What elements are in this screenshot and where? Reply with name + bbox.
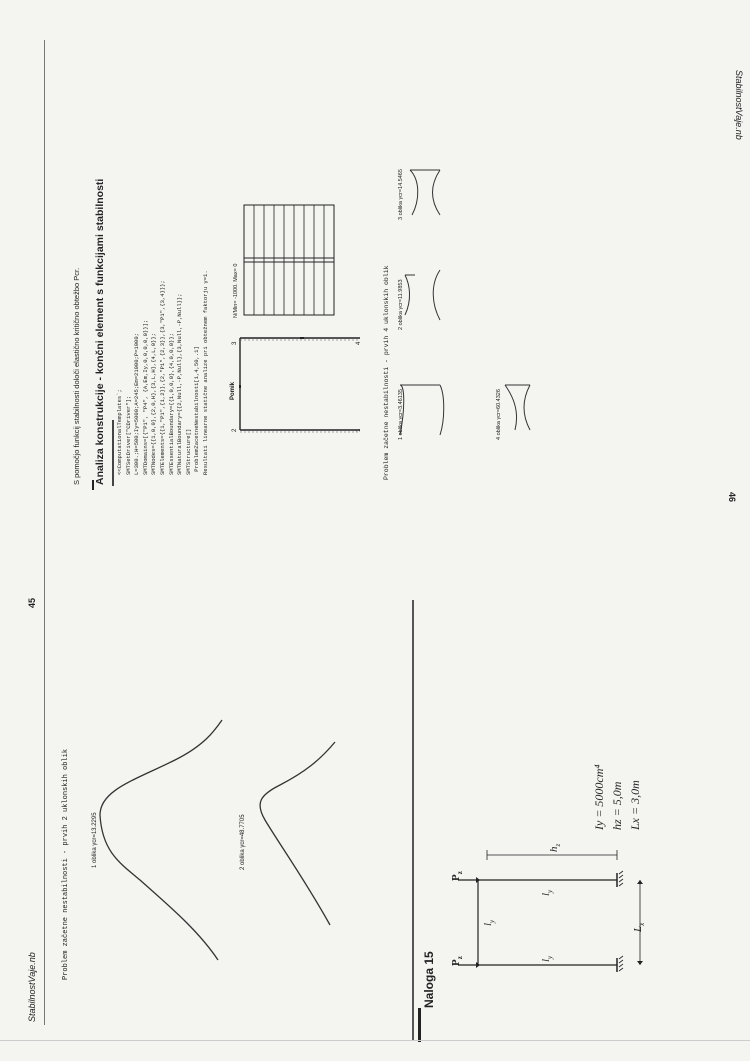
code-line: SMTNodes={{1,0,0},{2,0,H},{3,L,H},{4,L,0}}; (150, 333, 158, 475)
code-line: SMTStructure[] (184, 428, 192, 475)
length-top-text: l (482, 922, 494, 926)
mode-shape-2 (405, 270, 440, 320)
length-bl-sub: y (546, 955, 555, 959)
load-label-right-text: P (450, 874, 462, 881)
formula-lx: Lx = 3,0m (628, 780, 642, 830)
left-page-number: 45 (27, 597, 37, 608)
mode-shape-3 (410, 170, 440, 215)
code-line: SMTDomains=[{"P1", "P4", {A,Em,Iy,0,0,0,0,0}}]; (141, 319, 149, 475)
mode-caption: 4 oblika γcr=60.4326 (496, 389, 502, 440)
load-label-left-text: P (450, 959, 462, 966)
lx-text: L (632, 925, 644, 932)
mode2-caption: 2 oblika γcr=48.7705 (240, 814, 246, 870)
node-label: 1 (356, 428, 362, 432)
length-br-text: l (540, 892, 552, 896)
length-bl-text: l (540, 958, 552, 962)
code-line: SMTSetDriver["CDriver"]; (124, 395, 132, 475)
code-line: Resultati linearne statične analize pri obtežnem faktorju γ=1. (201, 270, 209, 475)
formula-iy: Iy = 5000cm⁴ (592, 764, 606, 830)
mode1-caption: 1 oblika γcr=13.2295 (92, 812, 98, 868)
left-intro-text: Problem začetne nestabilnosti - prvih 2 uklonskih oblik (62, 748, 70, 980)
left-header: StabilnostVaje.nb (27, 952, 37, 1022)
task-title: Naloga 15 (422, 951, 436, 1008)
mode-caption: 1 oblika γcr=3.46135 (398, 389, 404, 440)
code-line: ProblemZacetneNestabilnosti[1,4,50,.1] (193, 346, 201, 475)
length-br-sub: y (546, 889, 555, 893)
pomik-label: Pomik (230, 381, 236, 400)
node-label: 3 (232, 341, 238, 345)
lx-sub: x (638, 922, 647, 926)
right-page-number: 46 (727, 492, 737, 503)
right-heading: Analiza konstrukcije - končni element s funkcijami stabilnosti (94, 178, 106, 485)
formula-hz: hz = 5,0m (610, 781, 624, 830)
code-line: <<ComputationalTemplates`; (116, 389, 123, 475)
code-line: L=300.;H=500;Iy=5000;A=245;Em=21000;P=1000; (133, 333, 141, 475)
code-line: SMTElements={{1,"P1",{1,2}},{2,"P1",{2,3}},{3,"P1",{3,4}}}; (158, 280, 166, 475)
code-line: SMTNaturalBoundary={{2,Null,-P,Null},{3,Null,-P,Null}}; (176, 293, 184, 475)
right-header: StabilnostVaje.nb (734, 70, 744, 140)
modes-intro: Problem začetne nestabilnosti - prvih 4 uklonskih oblik (383, 265, 390, 480)
mode-caption: 2 oblika γcr=11.9853 (398, 279, 404, 330)
code-line: SMTEssentialBoundary={{1,0,0,0},{4,0,0,0}}; (167, 333, 175, 475)
load-label-right-sub: z (456, 871, 465, 875)
mode-shape-1 (400, 385, 444, 435)
page-edge-bottom (0, 1040, 750, 1041)
mode-shape-4 (505, 385, 530, 430)
load-label-left-sub: z (456, 956, 465, 960)
hz-text: h (548, 846, 560, 852)
node-label: 2 (232, 428, 238, 432)
hz-sub: z (554, 843, 563, 847)
mode-caption: 3 oblika γcr=14.5465 (398, 169, 404, 220)
nmin-caption: N/Min= -1000. Max= 0 (233, 263, 239, 318)
node-label: 4 (356, 341, 362, 345)
right-intro: S pomočjo funkcij stabilnosti določi elastično kritično obtežbo Pcr. (72, 267, 81, 485)
length-top-sub: y (488, 919, 497, 923)
